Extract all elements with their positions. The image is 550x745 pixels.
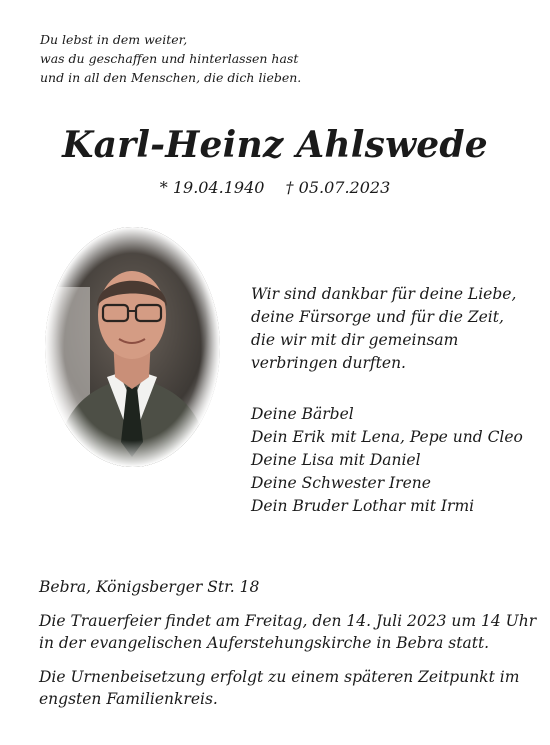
address: Bebra, Königsberger Str. 18 (39, 578, 260, 596)
family-member: Deine Schwester Irene (251, 474, 431, 492)
funeral-line: Die Trauerfeier findet am Freitag, den 14. Juli 2023 um 14 Uhr (39, 612, 537, 630)
urn-line: Die Urnenbeisetzung erfolgt zu einem späteren Zeitpunkt im (39, 668, 520, 686)
portrait-photo (45, 227, 220, 467)
portrait-illustration (45, 227, 220, 467)
family-member: Dein Erik mit Lena, Pepe und Cleo (251, 428, 523, 446)
family-member: Deine Bärbel (251, 405, 354, 423)
family-member: Dein Bruder Lothar mit Irmi (251, 497, 475, 515)
life-dates (0, 178, 550, 197)
funeral-info (39, 610, 537, 654)
funeral-line: in der evangelischen Auferstehungskirche in Bebra statt. (39, 634, 490, 652)
thanks-line: verbringen durften. (251, 354, 406, 372)
family-member: Deine Lisa mit Daniel (251, 451, 421, 469)
thanks-line: Wir sind dankbar für deine Liebe, (251, 285, 517, 303)
poem-line: und in all den Menschen, die dich lieben. (40, 70, 302, 85)
poem (40, 30, 301, 87)
family-list (251, 403, 523, 518)
urn-info (39, 666, 519, 710)
death-date: † 05.07.2023 (285, 178, 391, 197)
thanks-line: die wir mit dir gemeinsam (251, 331, 459, 349)
poem-line: Du lebst in dem weiter, (40, 32, 188, 47)
birth-date: * 19.04.1940 (159, 178, 265, 197)
thanks-text (251, 283, 516, 375)
urn-line: engsten Familienkreis. (39, 690, 218, 708)
poem-line: was du geschaffen und hinterlassen hast (40, 51, 299, 66)
deceased-name: Karl-Heinz Ahlswede (62, 124, 488, 166)
thanks-line: deine Fürsorge und für die Zeit, (251, 308, 504, 326)
